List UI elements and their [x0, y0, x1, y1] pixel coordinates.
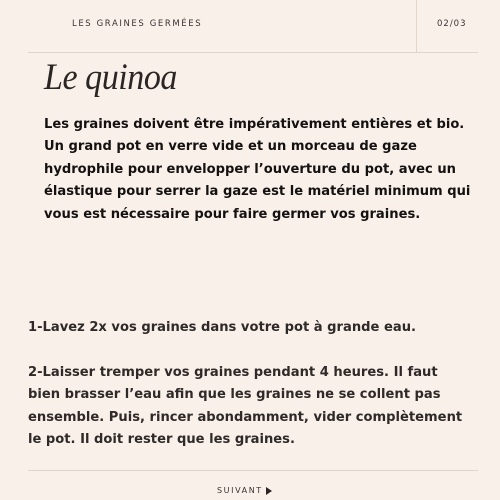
- page-indicator: 02/03: [437, 19, 467, 29]
- step-1: 1-Lavez 2x vos graines dans votre pot à grande eau.: [28, 320, 416, 335]
- next-label: SUIVANT: [217, 486, 263, 495]
- step-2: 2-Laisser tremper vos graines pendant 4 heures. Il faut bien brasser l’eau afin que les graines ne se collent pas ensemble. Puis, rincer abondamment, vider complètement le pot. Il doit rester que les graines.: [28, 365, 463, 448]
- footer-divider: [28, 470, 478, 471]
- page-title: Le quinoa: [44, 57, 177, 98]
- section-title: LES GRAINES GERMÉES: [72, 19, 203, 29]
- next-button[interactable]: [217, 486, 272, 495]
- intro-paragraph: Les graines doivent être impérativement entières et bio. Un grand pot en verre vide et un morceau de gaze hydrophile pour envelopper l’ouverture du pot, avec un élastique pour serrer la gaze est le matériel minimum qui vous est nécessaire pour faire germer vos graines.: [44, 117, 471, 222]
- header-divider: [28, 52, 478, 53]
- header-vertical-divider: [416, 0, 417, 52]
- play-arrow-icon: [266, 487, 272, 495]
